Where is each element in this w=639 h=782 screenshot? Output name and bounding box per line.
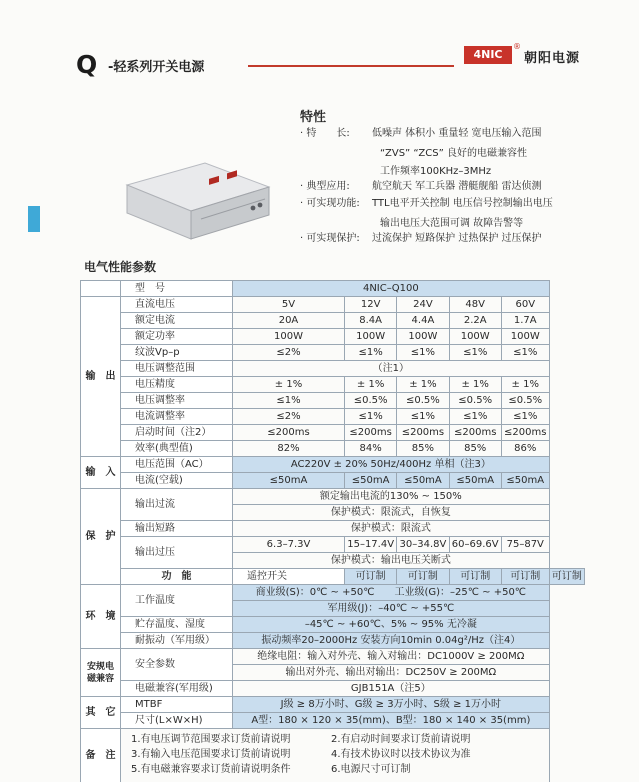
table-cell: 82% <box>233 441 345 457</box>
table-row <box>81 713 585 729</box>
table-row <box>81 281 585 297</box>
table-cell: 可订制 <box>449 569 501 585</box>
table-cell: 尺寸(L×W×H) <box>121 713 233 729</box>
table-cell: 输 出 <box>81 297 121 457</box>
note-item: 2.有启动时间要求订货前请说明 <box>331 734 471 745</box>
table-cell: 输出过流 <box>121 489 233 521</box>
table-cell: 100W <box>345 329 397 345</box>
notes-cell <box>121 729 550 782</box>
table-cell: 15–17.4V <box>345 537 397 553</box>
table-cell: 保护模式：限流式 <box>233 521 550 537</box>
table-row <box>81 377 585 393</box>
table-cell: 功 能 <box>121 569 233 585</box>
table-cell: ≤1% <box>449 409 501 425</box>
side-tab-marker <box>28 206 40 232</box>
table-cell: 60V <box>501 297 549 313</box>
table-cell: （注1） <box>233 361 550 377</box>
table-row <box>81 569 585 585</box>
table-cell: 100W <box>233 329 345 345</box>
table-row <box>81 473 585 489</box>
table-cell: 输出短路 <box>121 521 233 537</box>
table-cell: ≤200ms <box>397 425 449 441</box>
note-item: 5.有电磁兼容要求订货前请说明条件 <box>131 764 291 775</box>
table-cell: ≤1% <box>501 409 549 425</box>
table-cell: ± 1% <box>449 377 501 393</box>
table-cell: 75–87V <box>501 537 549 553</box>
table-cell: ≤200ms <box>233 425 345 441</box>
table-cell: A型：180 × 120 × 35(mm)、B型：180 × 140 × 35(mm) <box>233 713 550 729</box>
table-cell: ≤1% <box>233 393 345 409</box>
table-cell: 电压精度 <box>121 377 233 393</box>
table-cell: 60–69.6V <box>449 537 501 553</box>
table-cell: GJB151A（注5） <box>233 681 550 697</box>
feature-line: “ZVS” “ZCS” 良好的电磁兼容性 <box>380 148 527 159</box>
table-cell: 6.3–7.3V <box>233 537 345 553</box>
table-cell: 安全参数 <box>121 649 233 681</box>
table-cell: 效率(典型值) <box>121 441 233 457</box>
table-cell: 耐振动（军用级） <box>121 633 233 649</box>
table-cell: 100W <box>449 329 501 345</box>
table-cell: –45℃ ~ +60℃、5% ~ 95% 无冷凝 <box>233 617 550 633</box>
table-cell: ≤50mA <box>449 473 501 489</box>
table-cell: 输 入 <box>81 457 121 489</box>
table-cell: 商业级(S)：0℃ ~ +50℃ 工业级(G)：–25℃ ~ +50℃ <box>233 585 550 601</box>
table-cell: 可订制 <box>397 569 449 585</box>
table-cell: 贮存温度、湿度 <box>121 617 233 633</box>
table-cell: 安规电磁兼容 <box>81 649 121 697</box>
table-cell: ≤2% <box>233 409 345 425</box>
table-row <box>81 521 585 537</box>
table-cell: ± 1% <box>501 377 549 393</box>
feature-line: 工作频率100KHz–3MHz <box>380 166 492 177</box>
table-cell: ≤50mA <box>397 473 449 489</box>
table-row <box>81 393 585 409</box>
table-cell: AC220V ± 20% 50Hz/400Hz 单相（注3） <box>233 457 550 473</box>
section-title: 电气性能参数 <box>84 260 157 274</box>
table-row <box>81 489 585 505</box>
table-cell: MTBF <box>121 697 233 713</box>
note-item: 3.有输入电压范围要求订货前请说明 <box>131 749 291 760</box>
table-cell: 型 号 <box>121 281 233 297</box>
table-cell: 振动频率20–2000Hz 安装方向10min 0.04g²/Hz（注4） <box>233 633 550 649</box>
spec-table <box>80 280 585 782</box>
table-cell: 额定输出电流的130% ~ 150% <box>233 489 550 505</box>
registered-mark: ® <box>513 42 521 51</box>
table-cell: 额定电流 <box>121 313 233 329</box>
table-cell: 电压调整范围 <box>121 361 233 377</box>
table-row <box>81 409 585 425</box>
table-cell: ≤1% <box>345 345 397 361</box>
table-row <box>81 617 585 633</box>
feature-line: · 可实现保护: 过流保护 短路保护 过热保护 过压保护 <box>300 233 542 244</box>
table-row <box>81 729 585 782</box>
table-row <box>81 329 585 345</box>
table-cell: 84% <box>345 441 397 457</box>
table-row <box>81 681 585 697</box>
table-cell: 100W <box>397 329 449 345</box>
table-cell: 1.7A <box>501 313 549 329</box>
table-cell: 电压调整率 <box>121 393 233 409</box>
table-cell: ≤1% <box>397 409 449 425</box>
table-cell: ≤1% <box>449 345 501 361</box>
table-row <box>81 361 585 377</box>
table-cell: 保 护 <box>81 489 121 585</box>
table-cell: 5V <box>233 297 345 313</box>
table-cell: 24V <box>397 297 449 313</box>
table-cell: 4NIC–Q100 <box>233 281 550 297</box>
table-cell: 可订制 <box>345 569 397 585</box>
table-cell: 100W <box>501 329 549 345</box>
table-cell: 85% <box>397 441 449 457</box>
brand-logo: 4NIC <box>464 46 512 64</box>
feature-line: 输出电压大范围可调 故障告警等 <box>380 218 524 229</box>
table-cell: 备 注 <box>81 729 121 782</box>
page-title: -轻系列开关电源 <box>108 60 205 75</box>
feature-line: · 可实现功能: TTL电平开关控制 电压信号控制输出电压 <box>300 198 553 209</box>
table-cell: ≤200ms <box>501 425 549 441</box>
table-row <box>81 585 585 601</box>
table-cell: 工作温度 <box>121 585 233 617</box>
brand-name: 朝阳电源 <box>524 51 581 66</box>
table-cell: 输出对外壳、输出对输出：DC250V ≥ 200MΩ <box>233 665 550 681</box>
table-row <box>81 297 585 313</box>
table-cell: 电压范围（AC） <box>121 457 233 473</box>
table-cell: 电流调整率 <box>121 409 233 425</box>
feature-line: · 特 长: 低噪声 体积小 重量轻 宽电压输入范围 <box>300 128 542 139</box>
table-cell: 可订制 <box>549 569 584 585</box>
table-cell: ≤1% <box>501 345 549 361</box>
table-row <box>81 633 585 649</box>
table-cell: 保护模式：限流式，自恢复 <box>233 505 550 521</box>
table-cell: 4.4A <box>397 313 449 329</box>
table-cell: ≤50mA <box>501 473 549 489</box>
series-letter: Q <box>76 50 98 79</box>
table-cell: 可订制 <box>501 569 549 585</box>
table-cell: ≤0.5% <box>449 393 501 409</box>
table-cell: 纹波Vp–p <box>121 345 233 361</box>
table-cell <box>81 281 121 297</box>
note-item: 4.有技术协议时以技术协议为准 <box>331 749 471 760</box>
table-cell: 启动时间（注2） <box>121 425 233 441</box>
table-cell: 额定功率 <box>121 329 233 345</box>
table-cell: 保护模式：输出电压关断式 <box>233 553 550 569</box>
table-cell: 其 它 <box>81 697 121 729</box>
table-row <box>81 537 585 553</box>
table-cell: 48V <box>449 297 501 313</box>
table-cell: 86% <box>501 441 549 457</box>
title-rule <box>248 65 454 67</box>
table-row <box>81 457 585 473</box>
table-cell: 遥控开关 <box>233 569 345 585</box>
table-cell: 30–34.8V <box>397 537 449 553</box>
table-cell: 2.2A <box>449 313 501 329</box>
table-cell: ± 1% <box>233 377 345 393</box>
table-row <box>81 425 585 441</box>
table-row <box>81 649 585 665</box>
table-cell: ± 1% <box>397 377 449 393</box>
table-row <box>81 697 585 713</box>
table-cell: ≤0.5% <box>345 393 397 409</box>
table-cell: ≤0.5% <box>501 393 549 409</box>
table-cell: 85% <box>449 441 501 457</box>
product-image <box>117 155 277 250</box>
table-cell: ≤0.5% <box>397 393 449 409</box>
table-cell: ≤1% <box>345 409 397 425</box>
note-item: 6.电源尺寸可订制 <box>331 764 411 775</box>
table-row <box>81 441 585 457</box>
table-cell: ± 1% <box>345 377 397 393</box>
table-cell: 电磁兼容(军用级) <box>121 681 233 697</box>
table-row <box>81 345 585 361</box>
feature-line: · 典型应用: 航空航天 军工兵器 潜艇舰船 雷达侦测 <box>300 181 542 192</box>
table-cell: ≤50mA <box>345 473 397 489</box>
table-cell: ≤2% <box>233 345 345 361</box>
table-row <box>81 313 585 329</box>
table-cell: 军用级(J)：–40℃ ~ +55℃ <box>233 601 550 617</box>
table-cell: 电流(空载) <box>121 473 233 489</box>
table-cell: ≤50mA <box>233 473 345 489</box>
features-title: 特性 <box>300 110 327 125</box>
table-cell: 绝缘电阻：输入对外壳、输入对输出：DC1000V ≥ 200MΩ <box>233 649 550 665</box>
note-item: 1.有电压调节范围要求订货前请说明 <box>131 734 291 745</box>
table-cell: 直流电压 <box>121 297 233 313</box>
table-cell: J级 ≥ 8万小时、G级 ≥ 3万小时、S级 ≥ 1万小时 <box>233 697 550 713</box>
table-cell: 环 境 <box>81 585 121 649</box>
table-cell: ≤200ms <box>345 425 397 441</box>
table-cell: ≤1% <box>397 345 449 361</box>
table-cell: 8.4A <box>345 313 397 329</box>
table-cell: 12V <box>345 297 397 313</box>
table-cell: 20A <box>233 313 345 329</box>
table-cell: 输出过压 <box>121 537 233 569</box>
table-cell: ≤200ms <box>449 425 501 441</box>
